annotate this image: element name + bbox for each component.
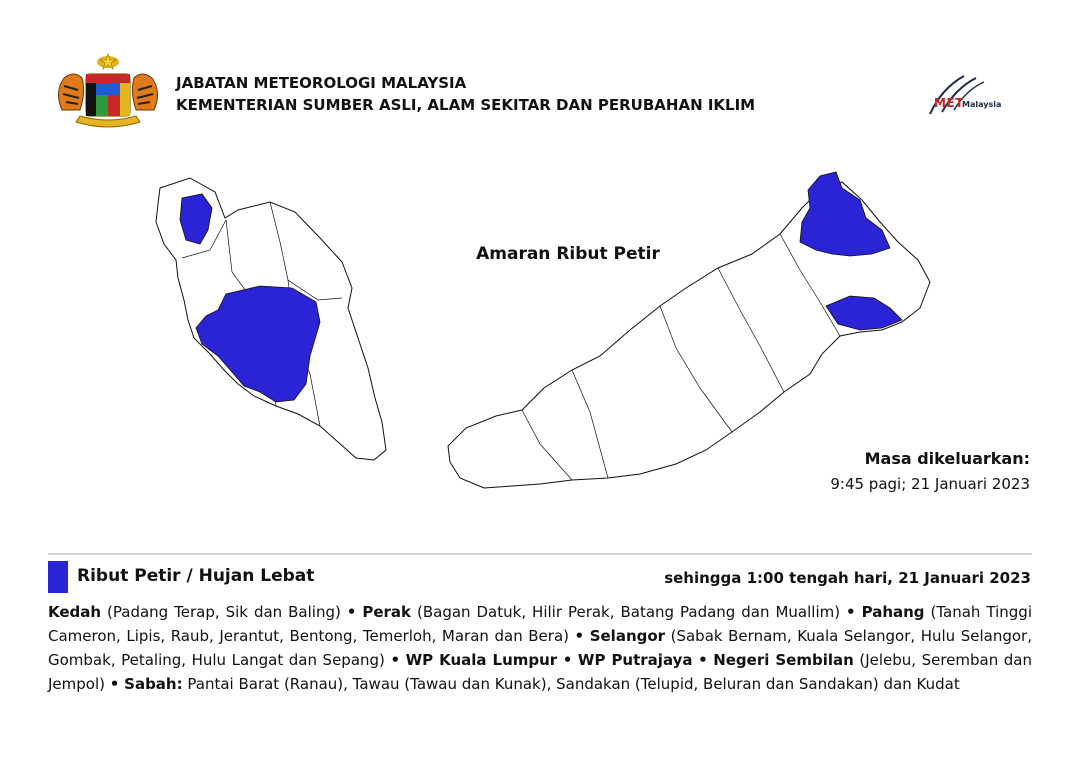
organization-block	[176, 72, 755, 116]
area-detail: (Padang Terap, Sik dan Baling)	[101, 603, 347, 621]
issued-time-label: Masa dikeluarkan:	[864, 449, 1030, 468]
met-malaysia-logo	[916, 66, 1032, 122]
warning-valid-until: sehingga 1:00 tengah hari, 21 Januari 2023	[664, 569, 1031, 587]
separator: •	[846, 603, 856, 621]
divider	[48, 553, 1032, 555]
warning-title: Ribut Petir / Hujan Lebat	[77, 566, 315, 586]
map-title: Amaran Ribut Petir	[476, 244, 660, 264]
issued-time-value: 9:45 pagi; 21 Januari 2023	[830, 475, 1030, 493]
header	[48, 52, 1032, 132]
ministry-name: KEMENTERIAN SUMBER ASLI, ALAM SEKITAR DAN PERUBAHAN IKLIM	[176, 96, 756, 114]
area-detail: (Sabak Bernam, Kuala Selangor, Hulu Selangor, Gombak, Petaling, Hulu Langat dan Sepang)	[48, 627, 1032, 669]
area-detail: (Jelebu, Seremban dan Jempol)	[48, 651, 1032, 693]
warning-color-bar	[48, 561, 68, 593]
separator: •	[346, 603, 357, 621]
area-state: Negeri Sembilan	[713, 651, 854, 669]
separator: •	[562, 651, 573, 669]
malaysia-logo-text: Malaysia	[962, 100, 1002, 109]
area-state: Pahang	[861, 603, 925, 621]
area-state: Kedah	[48, 603, 102, 621]
area-detail: Pantai Barat (Ranau), Tawau (Tawau dan Kunak), Sandakan (Telupid, Beluran dan Sandakan) dan Kudat	[182, 675, 960, 693]
organization-name: JABATAN METEOROLOGI MALAYSIA	[176, 74, 467, 92]
area-detail: (Tanah Tinggi Cameron, Lipis, Raub, Jerantut, Bentong, Temerloh, Maran dan Bera)	[48, 603, 1032, 645]
malaysia-map	[120, 160, 950, 510]
separator: •	[390, 651, 401, 669]
area-state: WP Kuala Lumpur	[405, 651, 558, 669]
area-detail: (Bagan Datuk, Hilir Perak, Batang Padang dan Muallim)	[411, 603, 847, 621]
separator: •	[698, 651, 708, 669]
met-logo-text: MET	[934, 96, 964, 110]
separator: •	[574, 627, 585, 645]
separator: •	[109, 675, 120, 693]
area-state: WP Putrajaya	[577, 651, 693, 669]
affected-areas-text	[48, 600, 1032, 696]
issued-time-block	[830, 446, 1030, 496]
met-swoosh-icon	[916, 66, 1032, 122]
malaysia-coat-of-arms-icon	[48, 52, 168, 130]
area-state: Selangor	[589, 627, 666, 645]
area-state: Sabah:	[124, 675, 183, 693]
area-state: Perak	[362, 603, 412, 621]
